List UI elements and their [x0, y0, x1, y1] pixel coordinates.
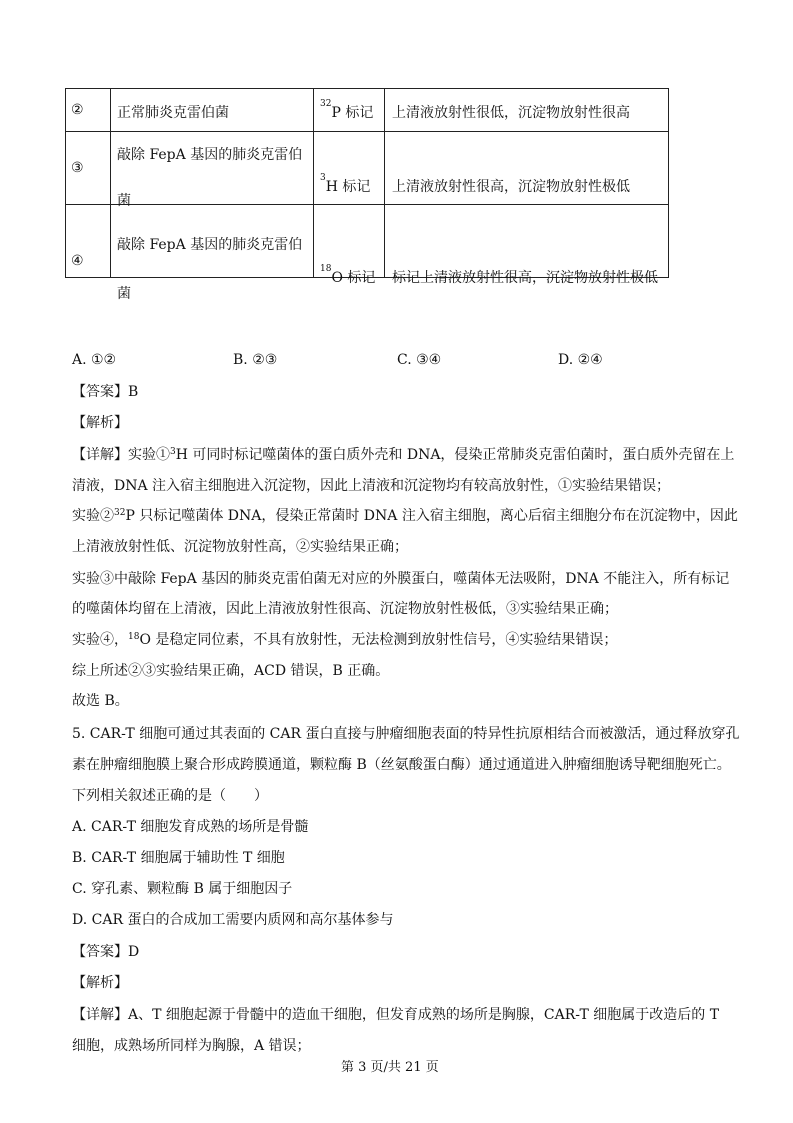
- detail-line: 实验③中敲除 FepA 基因的肺炎克雷伯菌无对应的外膜蛋白，噬菌体无法吸附，DNA 不能注入，所有标记: [72, 571, 730, 587]
- table-border-right: [668, 88, 669, 278]
- table-border: [313, 88, 314, 278]
- table-border-top: [65, 88, 669, 89]
- detail-line: 实验②$^{32}$P 只标记噬菌体 DNA，侵染正常菌时 DNA 注入宿主细胞，离心后宿主细胞分布在沉淀物中，因此: [72, 508, 738, 524]
- detail-line: 【详解】A、T 细胞起源于骨髓中的造血干细胞，但发育成熟的场所是胸腺，CAR-T 细胞属于改造后的 T: [72, 1007, 720, 1023]
- question-stem: 素在肿瘤细胞膜上聚合形成跨膜通道，颗粒酶 B（丝氨酸蛋白酶）通过通道进入肿瘤细胞诱导靶细胞死亡。: [72, 757, 731, 773]
- table-cell-bacteria: 正常肺炎克雷伯菌: [117, 105, 229, 121]
- analysis-label: 【解析】: [72, 415, 128, 431]
- table-row-number: ③: [71, 160, 84, 176]
- option-d: D. ②④: [558, 352, 603, 368]
- table-border: [65, 131, 669, 132]
- table-cell-label: $^3$H 标记: [320, 173, 371, 195]
- question-stem: 下列相关叙述正确的是（ ）: [72, 788, 268, 804]
- table-cell-bacteria: 敲除 FepA 基因的肺炎克雷伯: [117, 237, 303, 253]
- detail-line: 清液，DNA 注入宿主细胞进入沉淀物，因此上清液和沉淀物均有较高放射性，①实验结果错误；: [72, 478, 671, 494]
- table-cell-result: 上清液放射性很高，沉淀物放射性极低: [392, 179, 630, 195]
- option-c: C. ③④: [397, 352, 442, 368]
- option-a: A. ①②: [72, 352, 117, 368]
- table-border-left: [65, 88, 66, 278]
- table-border: [384, 88, 385, 278]
- table-cell-label: $^{32}$P 标记: [320, 99, 374, 121]
- table-cell-result: 上清液放射性很低，沉淀物放射性很高: [392, 105, 630, 121]
- table-border: [110, 88, 111, 278]
- table-cell-bacteria: 菌: [117, 193, 131, 209]
- detail-line: 细胞，成熟场所同样为胸腺，A 错误；: [72, 1038, 311, 1054]
- analysis-label: 【解析】: [72, 975, 128, 991]
- detail-line: 上清液放射性低、沉淀物放射性高，②实验结果正确；: [72, 539, 408, 555]
- detail-line: 故选 B。: [72, 693, 129, 709]
- table-cell-bacteria: 敲除 FepA 基因的肺炎克雷伯: [117, 147, 303, 163]
- detail-line: 【详解】实验①$^3$H 可同时标记噬菌体的蛋白质外壳和 DNA，侵染正常肺炎克雷伯菌时，蛋白质外壳留在上: [72, 447, 735, 463]
- table-row-number: ④: [71, 253, 84, 269]
- table-row-number: ②: [71, 102, 84, 118]
- table-border: [65, 204, 669, 205]
- option-a: A. CAR-T 细胞发育成熟的场所是骨髓: [72, 819, 309, 835]
- detail-line: 综上所述②③实验结果正确，ACD 错误，B 正确。: [72, 663, 390, 679]
- detail-line: 的噬菌体均留在上清液，因此上清液放射性很高、沉淀物放射性极低，③实验结果正确；: [72, 601, 618, 617]
- table-cell-result: 标记上清液放射性很高，沉淀物放射性极低: [392, 270, 658, 286]
- table-cell-bacteria: 菌: [117, 286, 131, 302]
- table-cell-label: $^{18}$O 标记: [320, 264, 376, 286]
- option-d: D. CAR 蛋白的合成加工需要内质网和高尔基体参与: [72, 912, 394, 928]
- detail-line: 实验④，$^{18}$O 是稳定同位素，不具有放射性，无法检测到放射性信号，④实验结果错误；: [72, 632, 618, 648]
- option-b: B. CAR-T 细胞属于辅助性 T 细胞: [72, 850, 285, 866]
- answer-label: 【答案】D: [72, 944, 140, 960]
- page-footer: 第 3 页/共 21 页: [341, 1060, 439, 1075]
- question-stem: 5. CAR-T 细胞可通过其表面的 CAR 蛋白直接与肿瘤细胞表面的特异性抗原相结合而被激活，通过释放穿孔: [72, 726, 740, 742]
- option-c: C. 穿孔素、颗粒酶 B 属于细胞因子: [72, 881, 293, 897]
- answer-label: 【答案】B: [72, 384, 139, 400]
- option-b: B. ②③: [233, 352, 278, 368]
